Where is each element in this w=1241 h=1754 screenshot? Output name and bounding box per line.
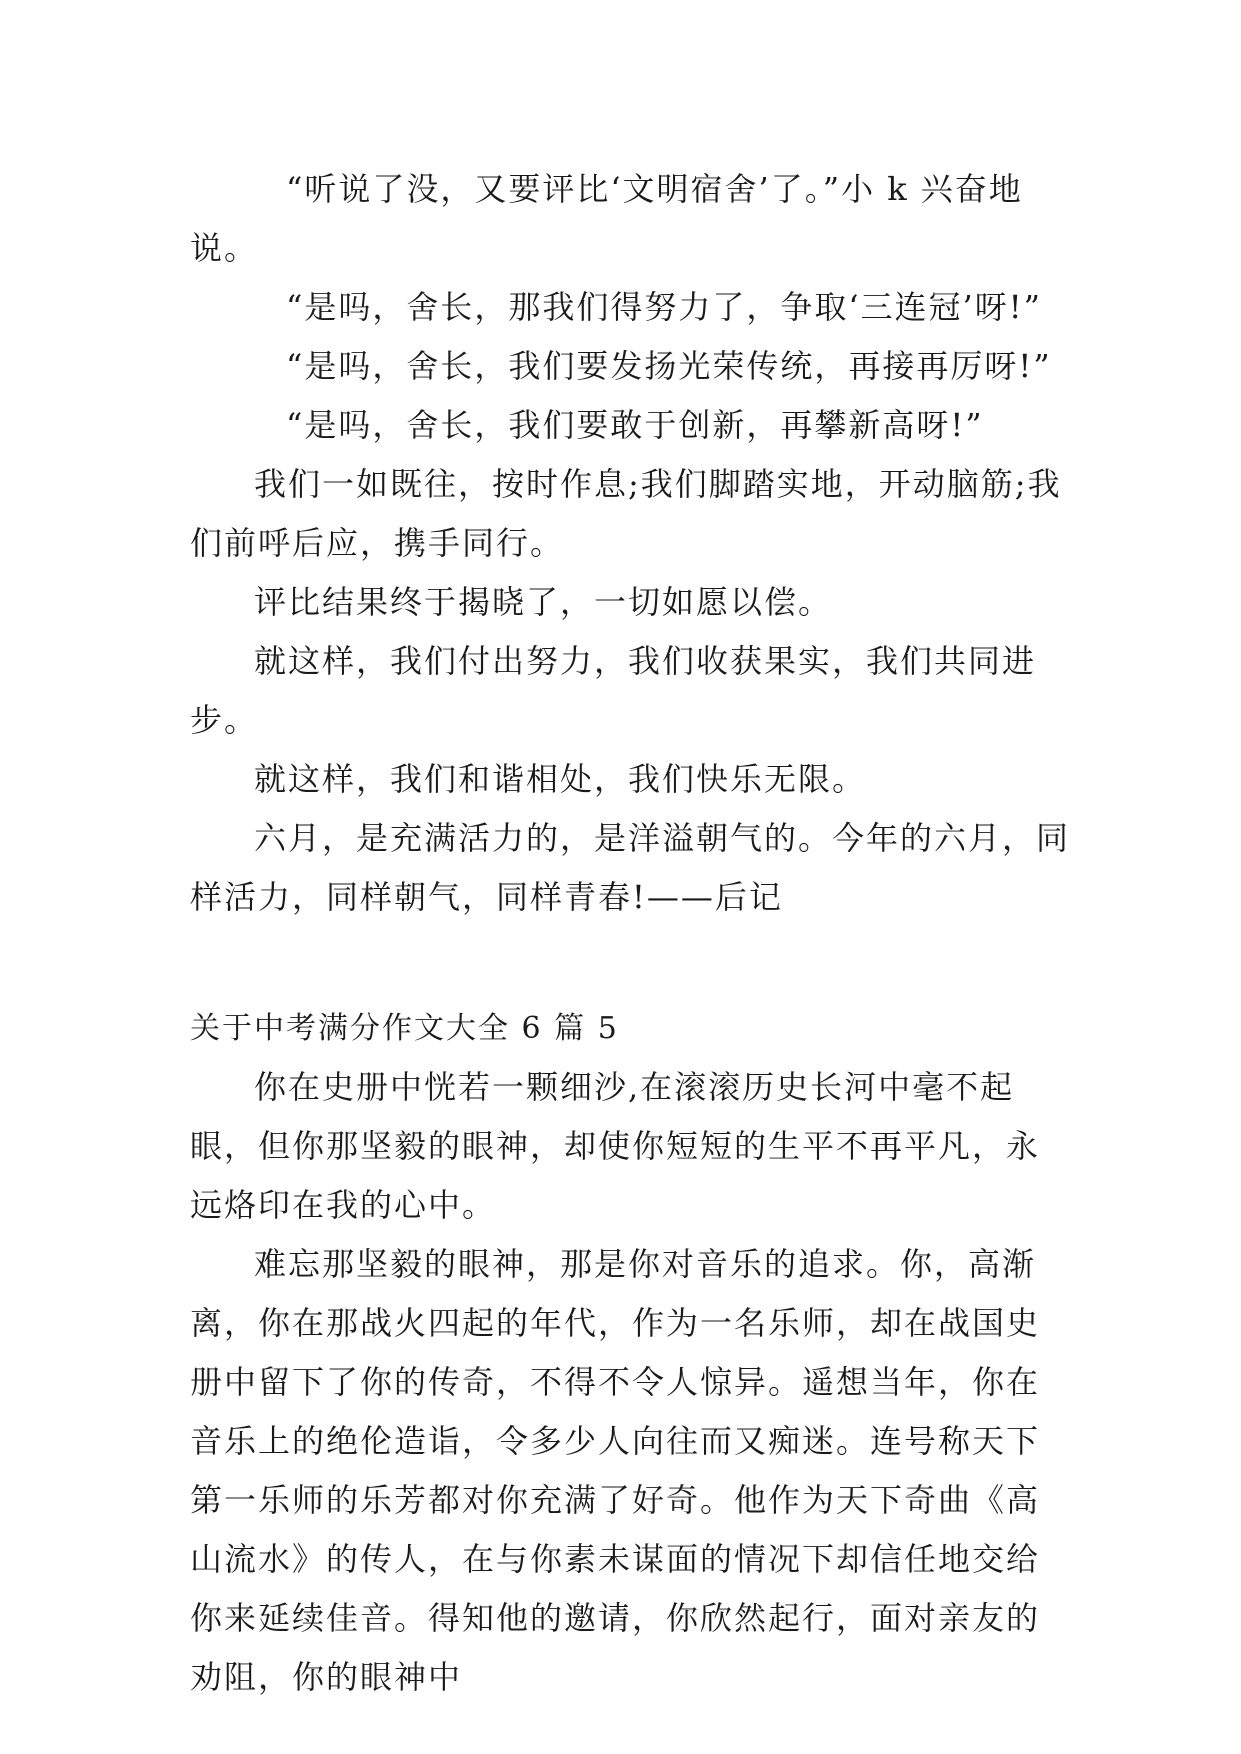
section-heading: 关于中考满分作文大全 6 篇 5 <box>190 1011 619 1046</box>
paragraph-dialogue-3: “是吗，舍长，我们要发扬光荣传统，再接再厉呀!” <box>286 347 1052 385</box>
paragraph-intro: 你在史册中恍若一颗细沙,在滚滚历史长河中毫不起眼，但你那坚毅的眼神，却使你短短的生平不再平凡，永远烙印在我的心中。 <box>190 1068 1041 1224</box>
paragraph-result: 评比结果终于揭晓了，一切如愿以偿。 <box>254 583 833 621</box>
paragraph-effort: 就这样，我们付出努力，我们收获果实，我们共同进步。 <box>190 642 1037 739</box>
paragraph-dialogue-2: “是吗，舍长，那我们得努力了，争取‘三连冠’呀!” <box>286 288 1042 326</box>
paragraph-harmony: 就这样，我们和谐相处，我们快乐无限。 <box>254 760 867 798</box>
paragraph-routine: 我们一如既往，按时作息;我们脚踏实地，开动脑筋;我们前呼后应，携手同行。 <box>190 465 1062 562</box>
paragraph-june: 六月，是充满活力的，是洋溢朝气的。今年的六月，同样活力，同样朝气，同样青春!——后记 <box>190 819 1071 916</box>
paragraph-gaojianli: 难忘那坚毅的眼神，那是你对音乐的追求。你，高渐离，你在那战火四起的年代，作为一名乐师，却在战国史册中留下了你的传奇，不得不令人惊异。遥想当年，你在音乐上的绝伦造诣，令多少人向往而又痴迷。连号称天下第一乐师的乐芳都对你充满了好奇。他作为天下奇曲《高山流水》的传人，在与你素未谋面的情况下却信任地交给你来延续佳音。得知他的邀请，你欣然起行，面对亲友的劝阻，你的眼神中 <box>190 1245 1041 1696</box>
document-body <box>190 160 1070 1707</box>
paragraph-dialogue-4: “是吗，舍长，我们要敢于创新，再攀新高呀!” <box>286 406 984 444</box>
paragraph-dialogue-1: “听说了没，又要评比‘文明宿舍’了。”小 k 兴奋地说。 <box>190 170 1023 267</box>
